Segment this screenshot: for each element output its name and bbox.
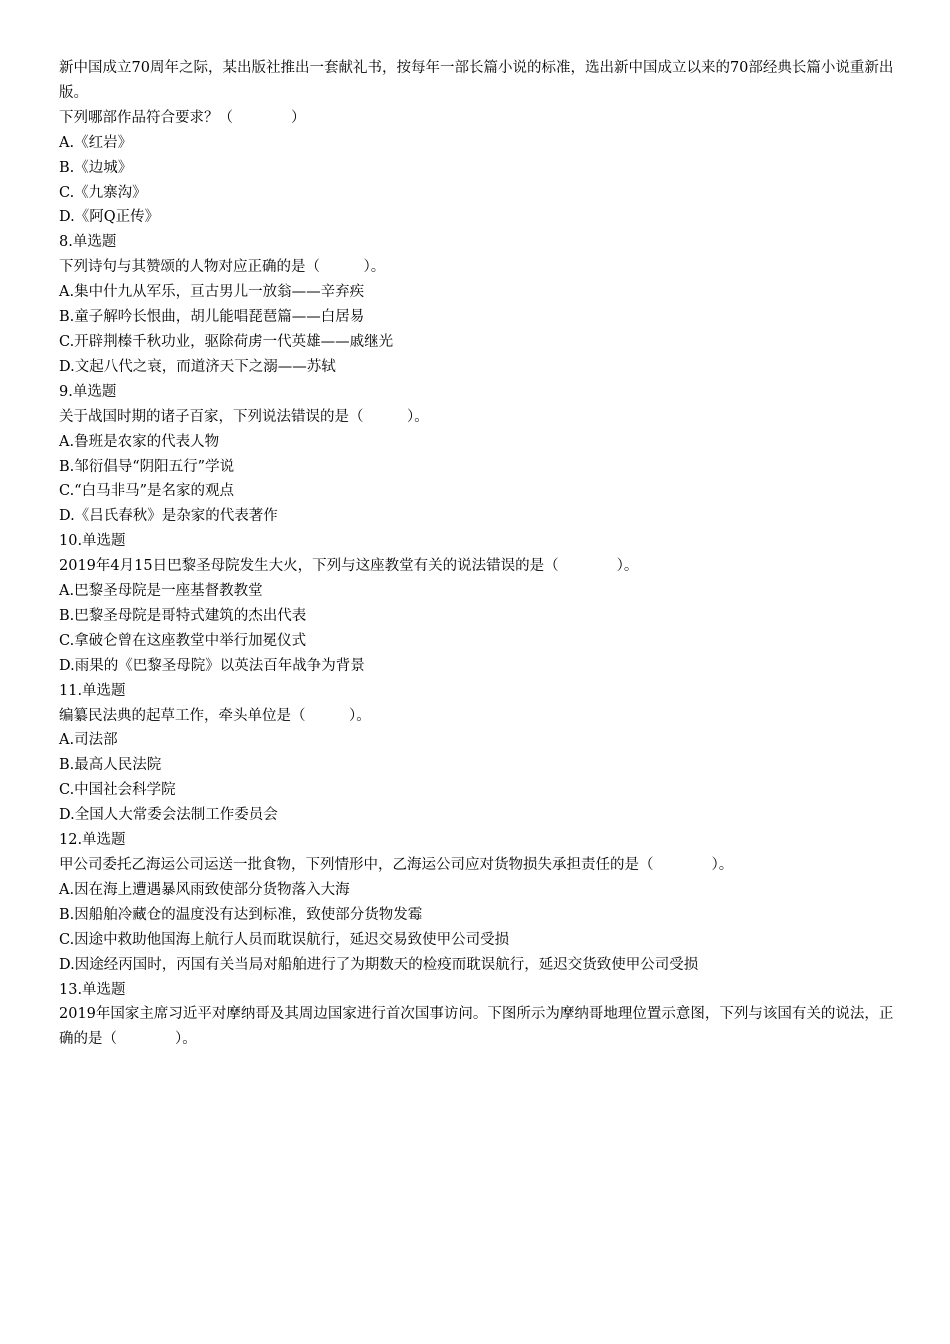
question-type-label: 11.单选题: [59, 682, 126, 699]
question-type-label: 13.单选题: [59, 981, 126, 998]
document-page: [59, 56, 899, 1052]
option-d: D.全国人大常委会法制工作委员会: [59, 807, 278, 824]
question-stem: 2019年4月15日巴黎圣母院发生大火，下列与这座教堂有关的说法错误的是（ ）。: [59, 558, 639, 575]
question-stem: 下列诗句与其赞颂的人物对应正确的是（ ）。: [59, 259, 386, 276]
option-b: B.因船舶冷藏仓的温度没有达到标准，致使部分货物发霉: [59, 906, 423, 923]
option-a: A.集中什九从军乐，亘古男儿一放翁——辛弃疾: [59, 284, 365, 301]
question-11-block: [59, 679, 899, 828]
option-d: D.因途经丙国时，丙国有关当局对船舶进行了为期数天的检疫而耽误航行，延迟交货致使甲公司受损: [59, 956, 699, 973]
question-type-label: 8.单选题: [59, 234, 117, 251]
option-c: C.拿破仑曾在这座教堂中举行加冕仪式: [59, 632, 307, 649]
option-a: A.《红岩》: [59, 134, 133, 151]
question-stem: 编纂民法典的起草工作，牵头单位是（ ）。: [59, 707, 371, 724]
question-prompt: 下列哪部作品符合要求？（ ）: [59, 109, 306, 126]
option-c: C.中国社会科学院: [59, 782, 176, 799]
option-a: A.鲁班是农家的代表人物: [59, 433, 220, 450]
option-d: D.文起八代之衰，而道济天下之溺——苏轼: [59, 358, 336, 375]
option-b: B.邹衍倡导“阴阳五行”学说: [59, 458, 235, 475]
question-7-block: [59, 56, 899, 230]
option-d: D.雨果的《巴黎圣母院》以英法百年战争为背景: [59, 657, 365, 674]
question-stem: 甲公司委托乙海运公司运送一批食物，下列情形中，乙海运公司应对货物损失承担责任的是（ ）。: [59, 857, 734, 873]
question-type-label: 10.单选题: [59, 533, 126, 550]
option-c: C.因途中救助他国海上航行人员而耽误航行，延迟交易致使甲公司受损: [59, 931, 510, 948]
option-a: A.司法部: [59, 732, 118, 749]
question-type-label: 12.单选题: [59, 832, 126, 849]
option-a: A.因在海上遭遇暴风雨致使部分货物落入大海: [59, 881, 350, 898]
question-type-label: 9.单选题: [59, 383, 117, 400]
option-b: B.最高人民法院: [59, 757, 162, 774]
option-d: D.《吕氏春秋》是杂家的代表著作: [59, 508, 278, 525]
option-d: D.《阿Q正传》: [59, 209, 160, 226]
option-c: C.开辟荆榛千秋功业，驱除荷虏一代英雄——戚继光: [59, 333, 394, 350]
question-9-block: [59, 380, 899, 529]
question-10-block: [59, 529, 899, 678]
question-12-block: [59, 828, 899, 977]
question-stem: 2019年国家主席习近平对摩纳哥及其周边国家进行首次国事访问。下图所示为摩纳哥地理位置示意图，下列与该国有关的说法，正确的是（ ）。: [59, 1006, 894, 1048]
question-13-block: [59, 978, 899, 1053]
option-b: B.童子解吟长恨曲，胡儿能唱琵琶篇——白居易: [59, 309, 365, 326]
option-b: B.巴黎圣母院是哥特式建筑的杰出代表: [59, 607, 307, 624]
option-b: B.《边城》: [59, 159, 133, 176]
option-c: C.“白马非马”是名家的观点: [59, 483, 235, 500]
question-stem: 新中国成立70周年之际，某出版社推出一套献礼书，按每年一部长篇小说的标准，选出新中国成立以来的70部经典长篇小说重新出版。: [59, 60, 894, 101]
question-stem: 关于战国时期的诸子百家，下列说法错误的是（ ）。: [59, 408, 429, 425]
option-a: A.巴黎圣母院是一座基督教教堂: [59, 583, 263, 600]
question-8-block: [59, 230, 899, 379]
option-c: C.《九寨沟》: [59, 184, 147, 201]
